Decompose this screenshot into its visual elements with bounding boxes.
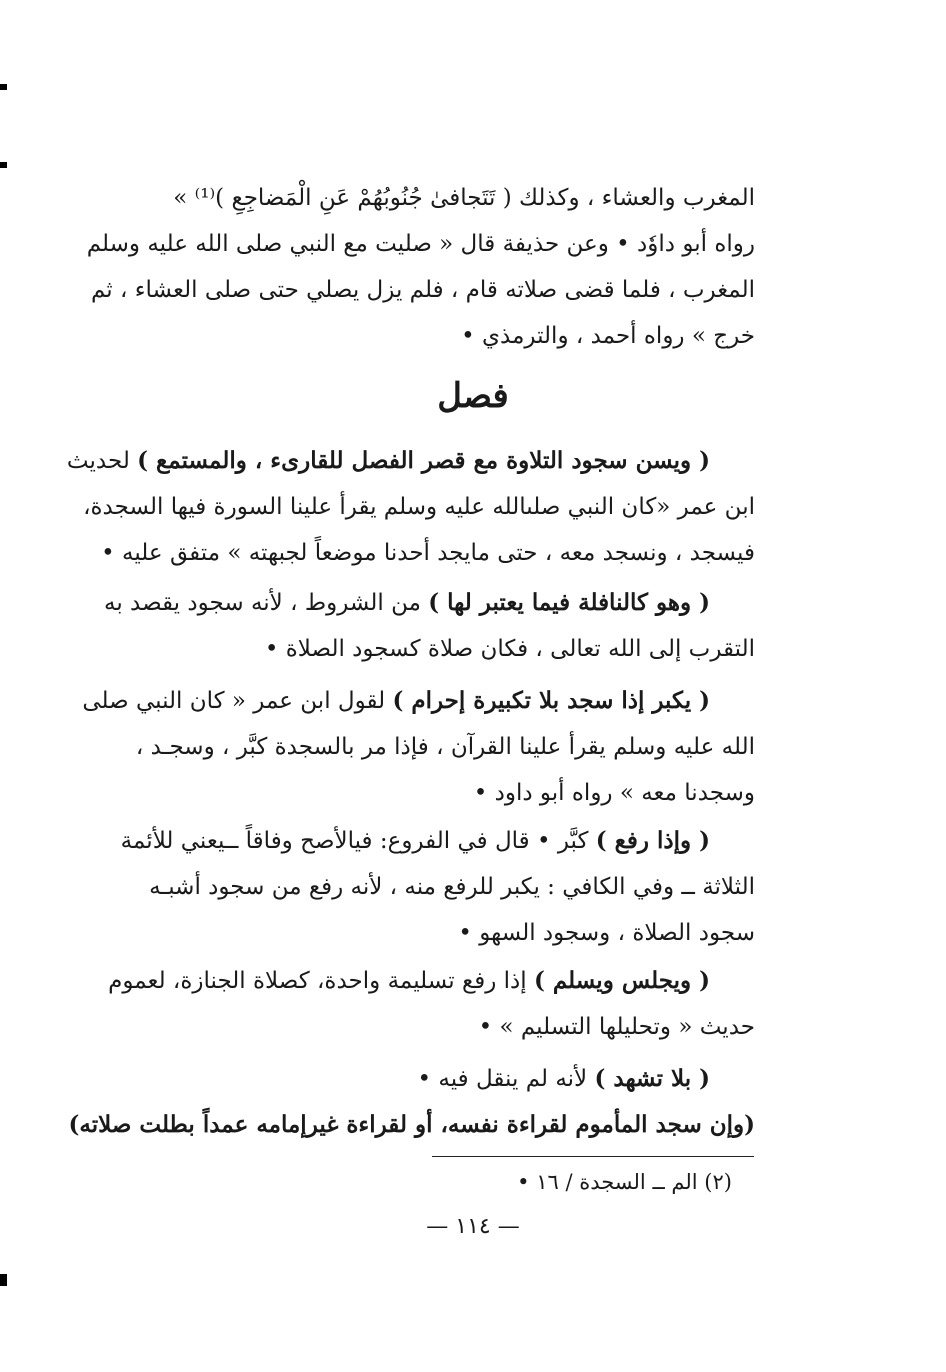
text-line: فيسجد ، ونسجد معه ، حتى مايجد أحدنا موضعاً لجبهته » متفق عليه • [101,540,755,566]
text-line: الله عليه وسلم يقرأ علينا القرآن ، فإذا مر بالسجدة كبَّر ، وسجـد ، [135,734,755,760]
scan-edge-mark [0,162,7,168]
bold-phrase: ( وإذا رفع ) [595,827,710,854]
footnote-separator [432,1156,754,1157]
bold-phrase: ( بلا تشهد ) [594,1065,710,1092]
scan-edge-mark [0,1274,7,1286]
scan-edge-mark [0,84,7,90]
text-line [66,438,755,484]
text-line: (وإن سجد المأموم لقراءة نفسه، أو لقراءة غيرإمامه عمداً بطلت صلاته) [68,1111,755,1138]
text-line: المغرب ، فلما قضى صلاته قام ، فلم يزل يصلي حتى صلى العشاء ، ثم [90,277,755,303]
text-line [103,580,755,626]
text-run: لقول ابن عمر « كان النبي صلى [82,688,393,714]
paragraph-6 [110,958,755,1050]
text-run: لحديث [66,448,138,474]
text-run: لأنه لم ينقل فيه • [417,1066,595,1092]
paragraph-3 [103,580,755,672]
bold-phrase: ( ويجلس ويسلم ) [533,967,710,994]
text-run: من الشروط ، لأنه سجود يقصد به [103,590,429,616]
footnote: (٢) الم ــ السجدة / ١٦ • [517,1170,732,1194]
text-line: وسجدنا معه » رواه أبو داود • [473,780,755,806]
text-line: الثلاثة ــ وفي الكافي : يكبر للرفع منه ، لأنه رفع من سجود أشبـه [149,874,755,900]
text-run: كبَّر • قال في الفروع: فيالأصح وفاقاً ــيعني للأئمة [120,828,596,854]
section-heading: فصل [437,376,509,416]
paragraph-7 [110,1056,755,1102]
text-line [110,1056,755,1102]
text-line: خرج » رواه أحمد ، والترمذي • [461,323,755,349]
text-line: التقرب إلى الله تعالى ، فكان صلاة كسجود الصلاة • [264,636,755,662]
page-number: — ١١٤ — [426,1214,520,1239]
text-line: حديث « وتحليلها التسليم » • [478,1014,755,1040]
bold-phrase: ( ويسن سجود التلاوة مع قصر الفصل للقارىء ، والمستمع ) [137,447,710,474]
paragraph-1 [86,175,755,359]
bold-phrase: ( وهو كالنافلة فيما يعتبر لها ) [428,589,710,616]
text-line: المغرب والعشاء ، وكذلك ( تَتَجافىٰ جُنُوبُهُمْ عَنِ الْمَضاجِعِ )⁽¹⁾ » [173,185,755,211]
paragraph-4 [82,678,755,816]
text-line: رواه أبو داوٗد • وعن حذيفة قال « صليت مع النبي صلى الله عليه وسلم [86,231,755,257]
text-run: إذا رفع تسليمة واحدة، كصلاة الجنازة، لعموم [108,968,534,994]
text-line [110,818,755,864]
paragraph-8 [68,1102,755,1148]
paragraph-2 [66,438,755,576]
text-line [110,958,755,1004]
text-line: سجود الصلاة ، وسجود السهو • [458,920,755,946]
text-line [82,678,755,724]
bold-phrase: ( يكبر إذا سجد بلا تكبيرة إحرام ) [392,687,710,714]
paragraph-5 [110,818,755,956]
text-line: ابن عمر «كان النبي صلىالله عليه وسلم يقرأ علينا السورة فيها السجدة، [83,494,755,520]
